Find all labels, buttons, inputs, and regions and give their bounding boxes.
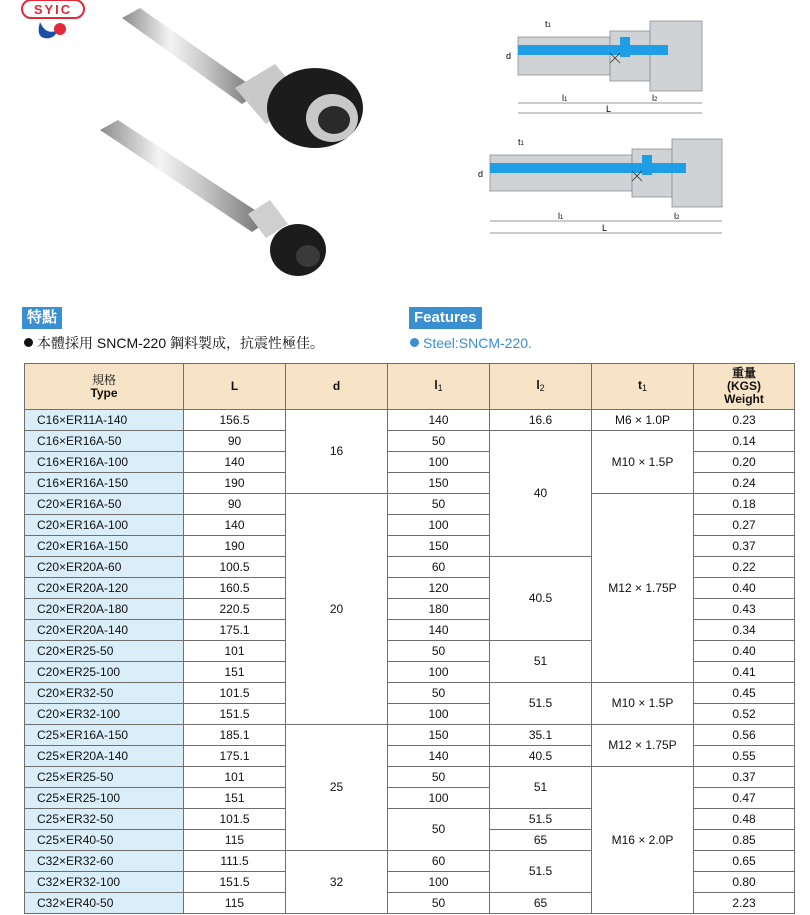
- cell-t1: M10 × 1.5P: [592, 431, 694, 494]
- cell-l2: 40.5: [490, 557, 592, 641]
- cell-weight: 0.27: [694, 515, 795, 536]
- cell-l1: 50: [388, 809, 490, 851]
- cell-weight: 0.20: [694, 452, 795, 473]
- cell-weight: 0.22: [694, 557, 795, 578]
- cell-weight: 0.23: [694, 410, 795, 431]
- svg-text:l2: l2: [652, 93, 658, 103]
- header-l1: $l_1$: [388, 364, 490, 410]
- cell-d: 16: [286, 410, 388, 494]
- cell-l1: 150: [388, 473, 490, 494]
- svg-text:t1: t1: [518, 137, 524, 147]
- cell-L: 156.5: [184, 410, 286, 431]
- cell-l1: 50: [388, 893, 490, 914]
- cell-weight: 0.14: [694, 431, 795, 452]
- cell-L: 160.5: [184, 578, 286, 599]
- cell-l2: 51: [490, 767, 592, 809]
- cell-weight: 0.18: [694, 494, 795, 515]
- cell-weight: 0.48: [694, 809, 795, 830]
- svg-text:d: d: [478, 169, 484, 179]
- cell-l1: 50: [388, 767, 490, 788]
- cell-type: C20×ER25-100: [25, 662, 184, 683]
- cell-weight: 0.40: [694, 578, 795, 599]
- cell-l2: 51.5: [490, 809, 592, 830]
- cell-t1: M16 × 2.0P: [592, 767, 694, 914]
- cell-l2: 40: [490, 431, 592, 557]
- cell-type: C16×ER16A-50: [25, 431, 184, 452]
- cell-type: C20×ER32-50: [25, 683, 184, 704]
- features-tag-cn: 特點: [22, 307, 62, 329]
- feature-text-cn: 本體採用 SNCM-220 鋼料製成，抗震性極佳。: [24, 334, 324, 352]
- cell-l1: 140: [388, 410, 490, 431]
- cell-L: 90: [184, 494, 286, 515]
- cell-L: 151.5: [184, 872, 286, 893]
- cell-l2: 40.5: [490, 746, 592, 767]
- header-l2: $l_2$: [490, 364, 592, 410]
- cell-weight: 0.55: [694, 746, 795, 767]
- cell-L: 111.5: [184, 851, 286, 872]
- cell-L: 140: [184, 515, 286, 536]
- cell-l1: 100: [388, 452, 490, 473]
- cell-l1: 50: [388, 431, 490, 452]
- cell-l1: 140: [388, 620, 490, 641]
- svg-text:d: d: [506, 51, 512, 61]
- table-row: [25, 683, 795, 704]
- svg-text:L: L: [602, 223, 608, 233]
- cell-t1: M12 × 1.75P: [592, 494, 694, 683]
- cell-t1: M12 × 1.75P: [592, 725, 694, 767]
- header-d: d: [286, 364, 388, 410]
- cell-weight: 0.85: [694, 830, 795, 851]
- cell-l1: 50: [388, 683, 490, 704]
- cell-type: C25×ER32-50: [25, 809, 184, 830]
- cell-l1: 180: [388, 599, 490, 620]
- cell-L: 185.1: [184, 725, 286, 746]
- cell-l2: 51.5: [490, 683, 592, 725]
- cell-L: 101.5: [184, 683, 286, 704]
- cell-weight: 2.23: [694, 893, 795, 914]
- cell-type: C25×ER16A-150: [25, 725, 184, 746]
- header-type: 規格 Type: [25, 364, 184, 410]
- cell-type: C20×ER20A-140: [25, 620, 184, 641]
- cell-weight: 0.37: [694, 536, 795, 557]
- header-weight: 重量 (KGS) Weight: [694, 364, 795, 410]
- svg-text:l1: l1: [562, 93, 568, 103]
- svg-text:t1: t1: [545, 19, 551, 29]
- cell-L: 101: [184, 641, 286, 662]
- svg-text:l2: l2: [674, 211, 680, 221]
- spec-table: [24, 363, 795, 914]
- cell-L: 100.5: [184, 557, 286, 578]
- cell-L: 140: [184, 452, 286, 473]
- cell-l1: 150: [388, 536, 490, 557]
- technical-drawing: [470, 15, 750, 245]
- cell-L: 151: [184, 662, 286, 683]
- cell-L: 190: [184, 536, 286, 557]
- cell-type: C20×ER16A-50: [25, 494, 184, 515]
- cell-L: 101.5: [184, 809, 286, 830]
- cell-weight: 0.47: [694, 788, 795, 809]
- logo-text: SYIC: [33, 2, 73, 17]
- cell-l1: 60: [388, 851, 490, 872]
- cell-weight: 0.45: [694, 683, 795, 704]
- cell-d: 20: [286, 494, 388, 725]
- drawing-bottom: [490, 139, 722, 207]
- cell-l1: 50: [388, 641, 490, 662]
- cell-l1: 100: [388, 704, 490, 725]
- cell-type: C16×ER16A-150: [25, 473, 184, 494]
- cell-weight: 0.24: [694, 473, 795, 494]
- cell-d: 25: [286, 725, 388, 851]
- cell-l1: 100: [388, 662, 490, 683]
- cell-l1: 100: [388, 788, 490, 809]
- table-row: [25, 767, 795, 788]
- cell-weight: 0.80: [694, 872, 795, 893]
- cell-l1: 100: [388, 872, 490, 893]
- table-row: [25, 494, 795, 515]
- cell-l1: 150: [388, 725, 490, 746]
- table-header-row: [25, 364, 795, 410]
- cell-l1: 60: [388, 557, 490, 578]
- table-row: [25, 431, 795, 452]
- cell-type: C16×ER16A-100: [25, 452, 184, 473]
- feature-text-en: Steel:SNCM-220.: [410, 334, 532, 352]
- cell-t1: M10 × 1.5P: [592, 683, 694, 725]
- cell-weight: 0.34: [694, 620, 795, 641]
- cell-l1: 120: [388, 578, 490, 599]
- svg-text:L: L: [606, 104, 612, 114]
- cell-l1: 100: [388, 515, 490, 536]
- cell-l1: 140: [388, 746, 490, 767]
- bullet-icon: [24, 338, 33, 347]
- cell-l2: 65: [490, 893, 592, 914]
- cell-L: 190: [184, 473, 286, 494]
- cell-type: C32×ER40-50: [25, 893, 184, 914]
- cell-type: C25×ER40-50: [25, 830, 184, 851]
- drawing-top: [518, 21, 702, 91]
- cell-l2: 16.6: [490, 410, 592, 431]
- cell-weight: 0.40: [694, 641, 795, 662]
- cell-type: C32×ER32-60: [25, 851, 184, 872]
- product-photo: [70, 0, 400, 290]
- cell-type: C20×ER25-50: [25, 641, 184, 662]
- cell-L: 175.1: [184, 746, 286, 767]
- cell-t1: M6 × 1.0P: [592, 410, 694, 431]
- cell-weight: 0.37: [694, 767, 795, 788]
- cell-type: C25×ER25-50: [25, 767, 184, 788]
- cell-L: 151.5: [184, 704, 286, 725]
- cell-L: 151: [184, 788, 286, 809]
- cell-d: 32: [286, 851, 388, 914]
- cell-weight: 0.41: [694, 662, 795, 683]
- cell-type: C32×ER32-100: [25, 872, 184, 893]
- cell-L: 220.5: [184, 599, 286, 620]
- cell-L: 115: [184, 830, 286, 851]
- cell-L: 175.1: [184, 620, 286, 641]
- cell-l1: 50: [388, 494, 490, 515]
- cell-type: C20×ER20A-60: [25, 557, 184, 578]
- cell-l2: 51: [490, 641, 592, 683]
- short-shank-holder: [100, 120, 326, 276]
- features-tag-en: Features: [409, 307, 482, 329]
- cell-type: C20×ER16A-150: [25, 536, 184, 557]
- table-row: [25, 725, 795, 746]
- cell-weight: 0.43: [694, 599, 795, 620]
- cell-type: C20×ER32-100: [25, 704, 184, 725]
- cell-type: C20×ER20A-180: [25, 599, 184, 620]
- cell-type: C25×ER20A-140: [25, 746, 184, 767]
- header-t1: $t_1$: [592, 364, 694, 410]
- cell-type: C20×ER16A-100: [25, 515, 184, 536]
- cell-L: 90: [184, 431, 286, 452]
- cell-type: C16×ER11A-140: [25, 410, 184, 431]
- cell-type: C20×ER20A-120: [25, 578, 184, 599]
- cell-weight: 0.65: [694, 851, 795, 872]
- table-row: [25, 410, 795, 431]
- logo-mark: [39, 22, 66, 38]
- cell-l2: 35.1: [490, 725, 592, 746]
- cell-L: 101: [184, 767, 286, 788]
- cell-L: 115: [184, 893, 286, 914]
- svg-text:l1: l1: [558, 211, 564, 221]
- header-L: L: [184, 364, 286, 410]
- cell-l2: 51.5: [490, 851, 592, 893]
- cell-weight: 0.52: [694, 704, 795, 725]
- bullet-icon: [410, 338, 419, 347]
- cell-l2: 65: [490, 830, 592, 851]
- cell-weight: 0.56: [694, 725, 795, 746]
- cell-type: C25×ER25-100: [25, 788, 184, 809]
- long-shank-holder: [122, 8, 363, 148]
